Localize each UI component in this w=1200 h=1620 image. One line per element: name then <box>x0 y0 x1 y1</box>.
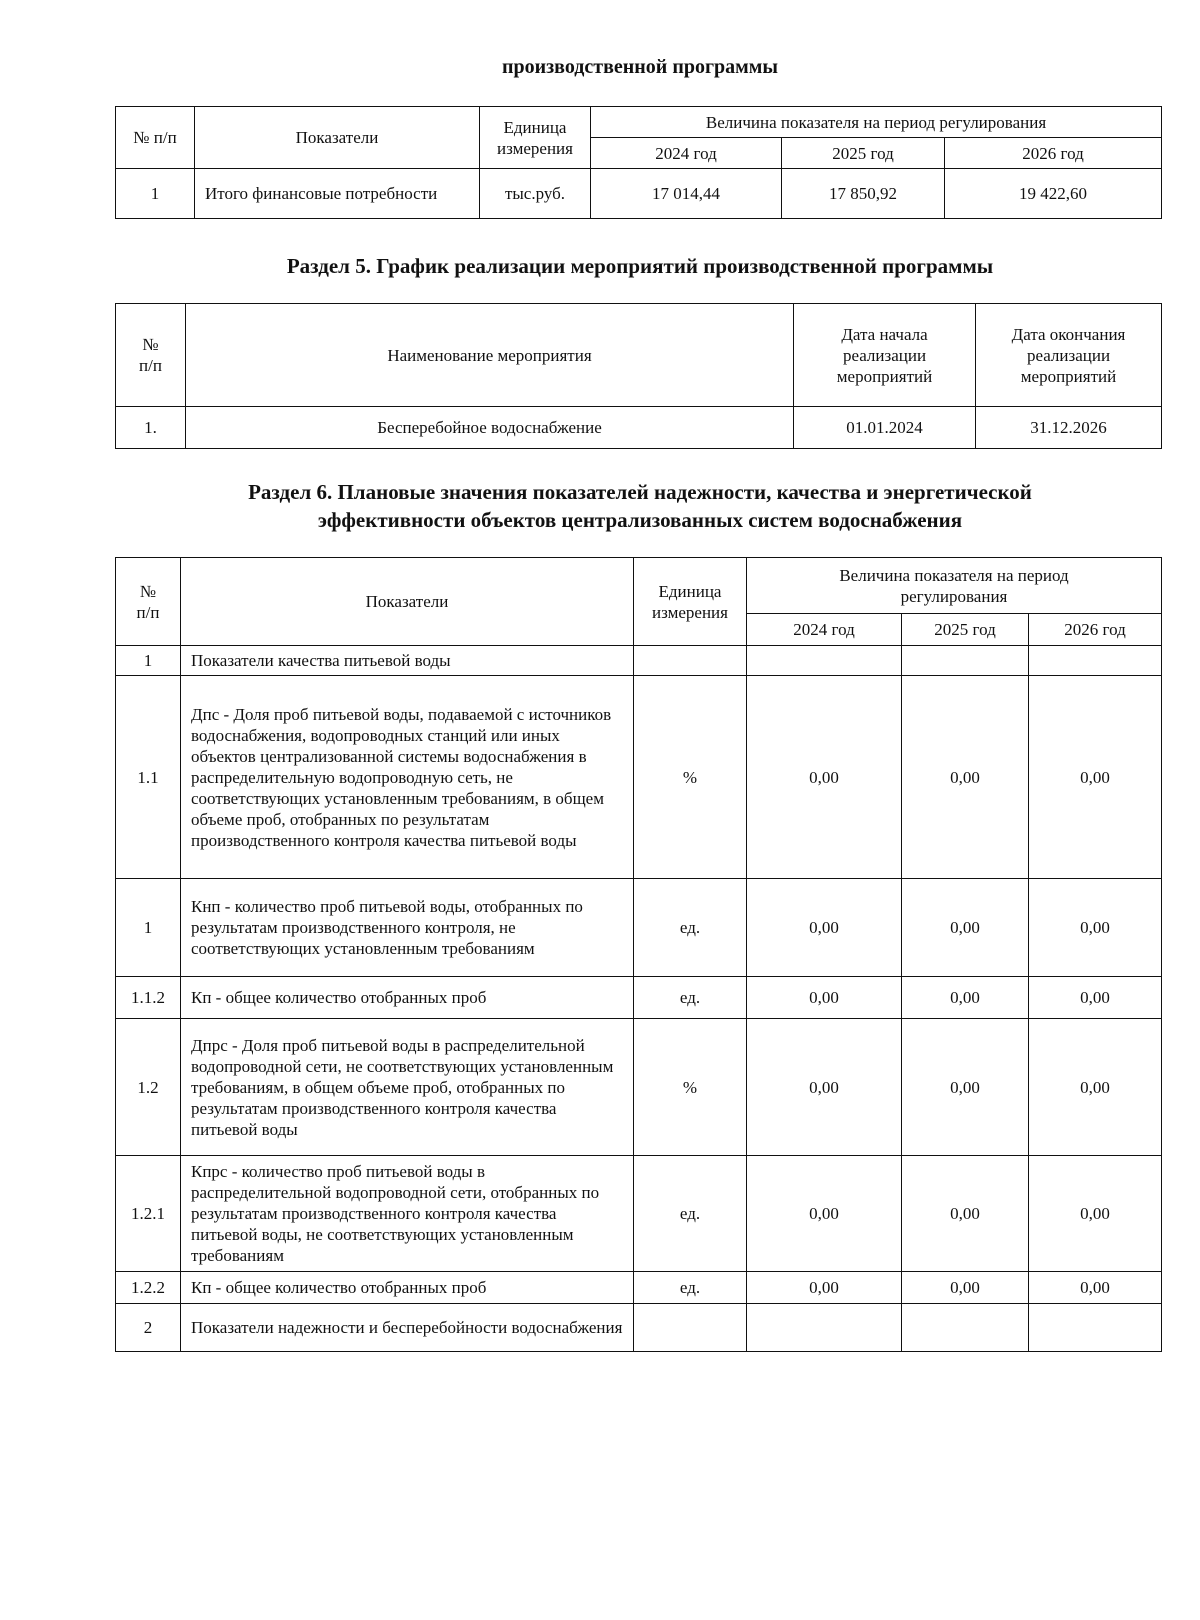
cell-value <box>902 1304 1029 1352</box>
cell-indicator: Кп - общее количество отобранных проб <box>181 1272 634 1304</box>
table-row <box>116 1272 1162 1304</box>
cell-value: 0,00 <box>747 977 902 1019</box>
col-header-num: № п/п <box>116 558 181 646</box>
cell-indicator: Кпрс - количество проб питьевой воды в распределительной водопроводной сети, отобранных по результатам производственного контроля качества питьевой воды, не соответствующих установленным требованиям <box>181 1156 634 1272</box>
cell-unit: % <box>634 1019 747 1156</box>
cell-value <box>1029 1304 1162 1352</box>
cell-value: 0,00 <box>902 1019 1029 1156</box>
cell-value: 0,00 <box>747 1156 902 1272</box>
table-row <box>116 1019 1162 1156</box>
table-row <box>116 676 1162 879</box>
cell-name: Бесперебойное водоснабжение <box>186 407 794 449</box>
cell-unit <box>634 1304 747 1352</box>
col-header-start: Дата начала реализации мероприятий <box>794 304 976 407</box>
col-header-indicator: Показатели <box>195 107 480 169</box>
col-header-num: № п/п <box>116 304 186 407</box>
cell-indicator: Кнп - количество проб питьевой воды, отобранных по результатам производственного контроля, не соответствующих установленным требованиям <box>181 879 634 977</box>
cell-indicator: Показатели качества питьевой воды <box>181 646 634 676</box>
cell-value <box>1029 646 1162 676</box>
finance-table <box>115 106 1162 219</box>
cell-num: 1.1 <box>116 676 181 879</box>
cell-start: 01.01.2024 <box>794 407 976 449</box>
cell-num: 1 <box>116 646 181 676</box>
cell-unit: ед. <box>634 1156 747 1272</box>
indicators-body <box>116 646 1162 1352</box>
table-row <box>116 1304 1162 1352</box>
cell-indicator: Показатели надежности и бесперебойности водоснабжения <box>181 1304 634 1352</box>
cell-indicator: Дпрс - Доля проб питьевой воды в распределительной водопроводной сети, не соответствующих установленным требованиям, в общем объеме проб, отобранных по результатам производственного контроля качества питьевой воды <box>181 1019 634 1156</box>
col-header-year: 2024 год <box>747 614 902 646</box>
cell-num: 1.2 <box>116 1019 181 1156</box>
col-header-year: 2025 год <box>902 614 1029 646</box>
cell-value: 0,00 <box>902 977 1029 1019</box>
cell-value: 0,00 <box>1029 1156 1162 1272</box>
cell-value <box>902 646 1029 676</box>
table-row <box>116 646 1162 676</box>
cell-value: 0,00 <box>902 1272 1029 1304</box>
cell-value: 0,00 <box>1029 879 1162 977</box>
cell-value: 17 850,92 <box>782 169 945 219</box>
col-header-unit: Единица измерения <box>480 107 591 169</box>
cell-value: 0,00 <box>902 1156 1029 1272</box>
table-row <box>116 977 1162 1019</box>
cell-unit: ед. <box>634 1272 747 1304</box>
cell-value: 0,00 <box>747 1019 902 1156</box>
table-row <box>116 879 1162 977</box>
col-header-unit: Единица измерения <box>634 558 747 646</box>
schedule-table <box>115 303 1162 449</box>
cell-unit <box>634 646 747 676</box>
cell-num: 1 <box>116 169 195 219</box>
cell-value <box>747 646 902 676</box>
top-heading: производственной программы <box>501 56 779 78</box>
section6-heading: Раздел 6. Плановые значения показателей надежности, качества и энергетической эффективности объектов централизованных систем водоснабжения <box>248 480 1032 532</box>
table-row <box>116 169 1162 219</box>
cell-indicator: Кп - общее количество отобранных проб <box>181 977 634 1019</box>
indicators-table <box>115 557 1162 1352</box>
cell-end: 31.12.2026 <box>976 407 1162 449</box>
cell-unit: ед. <box>634 977 747 1019</box>
col-header-num: № п/п <box>116 107 195 169</box>
cell-unit: тыс.руб. <box>480 169 591 219</box>
col-header-value: Величина показателя на период регулирования <box>591 107 1162 138</box>
cell-num: 2 <box>116 1304 181 1352</box>
col-header-value: Величина показателя на период регулирования <box>747 558 1162 614</box>
col-header-year: 2024 год <box>591 138 782 169</box>
cell-value: 0,00 <box>902 676 1029 879</box>
cell-value: 0,00 <box>747 1272 902 1304</box>
cell-unit: % <box>634 676 747 879</box>
cell-value: 0,00 <box>902 879 1029 977</box>
cell-value: 0,00 <box>747 879 902 977</box>
cell-value: 0,00 <box>1029 977 1162 1019</box>
table-row <box>116 1156 1162 1272</box>
cell-num: 1.1.2 <box>116 977 181 1019</box>
section5-heading: Раздел 5. График реализации мероприятий производственной программы <box>286 254 994 278</box>
cell-num: 1 <box>116 879 181 977</box>
cell-indicator: Дпс - Доля проб питьевой воды, подаваемой с источников водоснабжения, водопроводных станций или иных объектов централизованной системы водоснабжения в распределительную водопроводную сеть, не соответствующих установленным требованиям, в общем объеме проб, отобранных по результатам производственного контроля качества питьевой воды <box>181 676 634 879</box>
cell-value: 0,00 <box>1029 1019 1162 1156</box>
col-header-year: 2025 год <box>782 138 945 169</box>
col-header-year: 2026 год <box>1029 614 1162 646</box>
cell-num: 1. <box>116 407 186 449</box>
cell-value: 17 014,44 <box>591 169 782 219</box>
cell-value: 0,00 <box>747 676 902 879</box>
cell-unit: ед. <box>634 879 747 977</box>
cell-num: 1.2.2 <box>116 1272 181 1304</box>
table-row <box>116 407 1162 449</box>
cell-value <box>747 1304 902 1352</box>
col-header-name: Наименование мероприятия <box>186 304 794 407</box>
cell-num: 1.2.1 <box>116 1156 181 1272</box>
cell-indicator: Итого финансовые потребности <box>195 169 480 219</box>
col-header-indicator: Показатели <box>181 558 634 646</box>
col-header-year: 2026 год <box>945 138 1162 169</box>
cell-value: 19 422,60 <box>945 169 1162 219</box>
cell-value: 0,00 <box>1029 1272 1162 1304</box>
col-header-end: Дата окончания реализации мероприятий <box>976 304 1162 407</box>
cell-value: 0,00 <box>1029 676 1162 879</box>
